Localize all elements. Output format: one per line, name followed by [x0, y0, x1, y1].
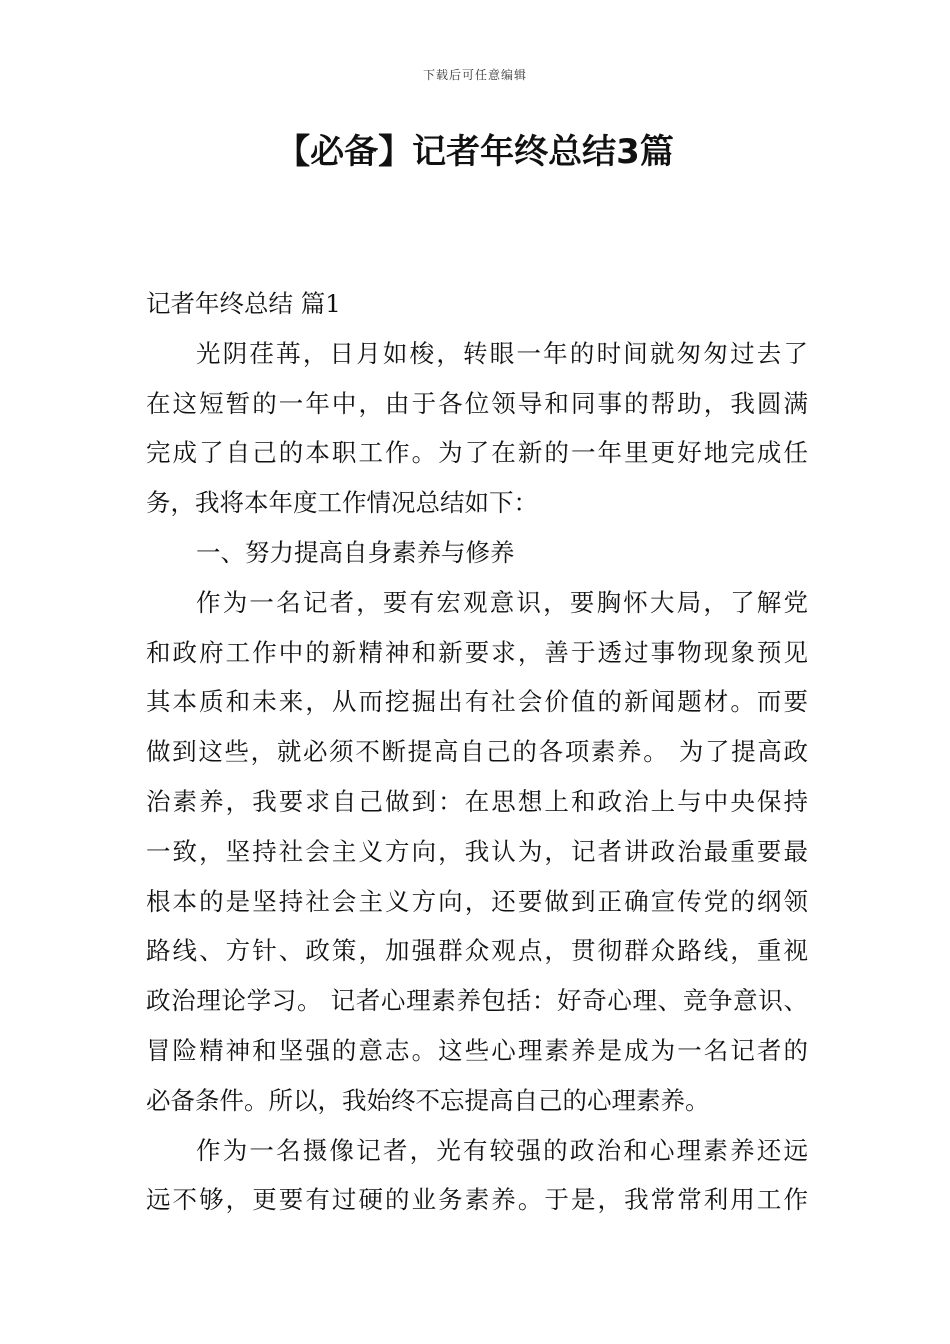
- body-line: 务，我将本年度工作情况总结如下：: [146, 488, 538, 518]
- body-line: 政治理论学习。 记者心理素养包括：好奇心理、竞争意识、: [146, 986, 808, 1016]
- body-line: 做到这些，就必须不断提高自己的各项素养。 为了提高政: [146, 737, 808, 767]
- body-line: 治素养，我要求自己做到：在思想上和政治上与中央保持: [146, 786, 808, 816]
- section-heading: 记者年终总结 篇1: [146, 289, 341, 318]
- body-line: 作为一名摄像记者，光有较强的政治和心理素养还远: [196, 1135, 808, 1165]
- document-title: 【必备】记者年终总结3篇: [276, 132, 674, 172]
- document-body: [146, 279, 808, 1225]
- header-note: 下载后可任意编辑: [422, 68, 527, 82]
- body-line: 冒险精神和坚强的意志。这些心理素养是成为一名记者的: [146, 1035, 808, 1065]
- body-line: 完成了自己的本职工作。为了在新的一年里更好地完成任: [146, 438, 808, 468]
- body-line: 根本的是坚持社会主义方向，还要做到正确宣传党的纲领: [146, 886, 808, 916]
- body-line: 在这短暂的一年中，由于各位领导和同事的帮助，我圆满: [146, 388, 808, 418]
- body-line: 光阴荏苒，日月如梭，转眼一年的时间就匆匆过去了: [196, 338, 808, 368]
- body-line: 路线、方针、政策，加强群众观点，贯彻群众路线，重视: [146, 936, 808, 966]
- body-line: 其本质和未来，从而挖掘出有社会价值的新闻题材。而要: [146, 687, 808, 717]
- body-line: 作为一名记者，要有宏观意识，要胸怀大局，了解党: [196, 587, 808, 617]
- body-line: 一致，坚持社会主义方向，我认为，记者讲政治最重要最: [146, 836, 808, 866]
- body-line: 必备条件。所以，我始终不忘提高自己的心理素养。: [146, 1085, 710, 1115]
- body-line: 和政府工作中的新精神和新要求，善于透过事物现象预见: [146, 637, 808, 667]
- body-line: 一、努力提高自身素养与修养: [196, 537, 515, 567]
- body-line: 远不够，更要有过硬的业务素养。于是，我常常利用工作: [146, 1185, 808, 1215]
